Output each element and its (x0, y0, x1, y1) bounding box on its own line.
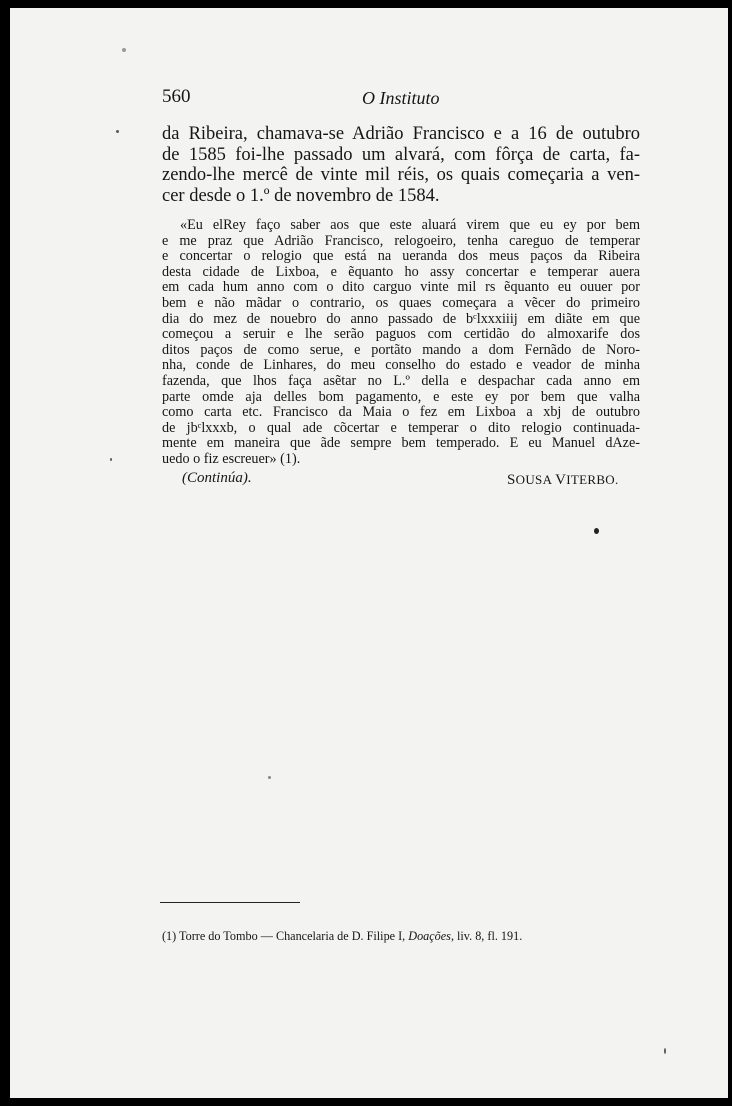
quote-line: uedo o fiz escreuer» (1). (162, 450, 301, 467)
quote-line: nha, conde de Linhares, do meu conselho do estado e veador de minha (162, 357, 640, 374)
scan-speck (116, 130, 119, 133)
footnote-text: (1) Torre do Tombo — Chancelaria de D. Filipe I, (162, 929, 409, 943)
page-number: 560 (162, 86, 191, 107)
quote-line: e concertar o relogio que está na ueranda dos meus paços da Ribeira (162, 248, 640, 265)
body-line: zendo-lhe mercê de vinte mil réis, os quais começaria a ven- (162, 165, 640, 185)
signature-initial: V (555, 472, 567, 488)
running-head (162, 86, 642, 114)
signature-text: ITERBO. (566, 472, 619, 487)
quote-line: começou a seruir e lhe serão paguos com certidão do almoxarife dos (162, 326, 640, 343)
book-page (10, 8, 728, 1098)
scan-speck (268, 776, 271, 779)
footnote-italic: Doações (408, 929, 451, 943)
scan-speck (664, 1048, 666, 1054)
continua-note: (Continúa). (182, 470, 252, 486)
quote-line: mente em maneira que ãde sempre bem temperado. E eu Manuel dAze- (162, 435, 640, 452)
quote-line: desta cidade de Lixboa, e ẽquanto ho assy concertar e temperar auera (162, 263, 640, 280)
body-line: cer desde o 1.º de novembro de 1584. (162, 185, 440, 206)
quote-line: ditos paços de como serue, e portãto mando a dom Fernãdo de Noro- (162, 341, 640, 358)
quote-line: dia do mez de nouebro do anno passado de bᶜlxxxiiij em diãte em que (162, 310, 640, 327)
quote-line: em cada hum anno com o dito carguo vinte mil rs ẽquanto eu ouuer por (162, 279, 640, 296)
quote-line: de jbᶜlxxxb, o qual ade cõcertar e temperar o dito relogio continuada- (162, 419, 640, 436)
author-signature (507, 472, 619, 489)
scan-speck (122, 48, 126, 52)
quote-line: como carta etc. Francisco da Maia o fez em Lixboa a xbj de outubro (162, 404, 640, 421)
body-line: de 1585 foi-lhe passado um alvará, com fôrça de carta, fa- (162, 144, 640, 165)
body-line: da Ribeira, chamava-se Adrião Francisco e a 16 de outubro (162, 124, 640, 144)
scan-speck (110, 458, 112, 461)
quote-line: parte omde aja delles bom pagamento, e este ey por bem que valha (162, 388, 640, 405)
quote-line: bem e não mãdar o contrario, os quaes começara a vẽcer do primeiro (162, 294, 640, 311)
footnote (162, 929, 522, 944)
body-paragraph (162, 124, 640, 206)
footnote-text: , liv. 8, fl. 191. (450, 929, 523, 943)
footnote-rule (160, 902, 300, 903)
quote-line: fazenda, que lhos faça asẽtar no L.º della e despachar cada anno em (162, 372, 640, 389)
signature-text: OUSA (515, 472, 552, 487)
quote-line: e me praz que Adrião Francisco, relogoeiro, tenha careguo de temperar (162, 232, 640, 249)
journal-title: O Instituto (362, 88, 440, 108)
document-quote (162, 218, 640, 468)
quote-line: «Eu elRey faço saber aos que este aluará virem que eu ey por bem (180, 217, 640, 233)
scan-speck (594, 528, 599, 534)
signature-initial: S (507, 472, 516, 488)
